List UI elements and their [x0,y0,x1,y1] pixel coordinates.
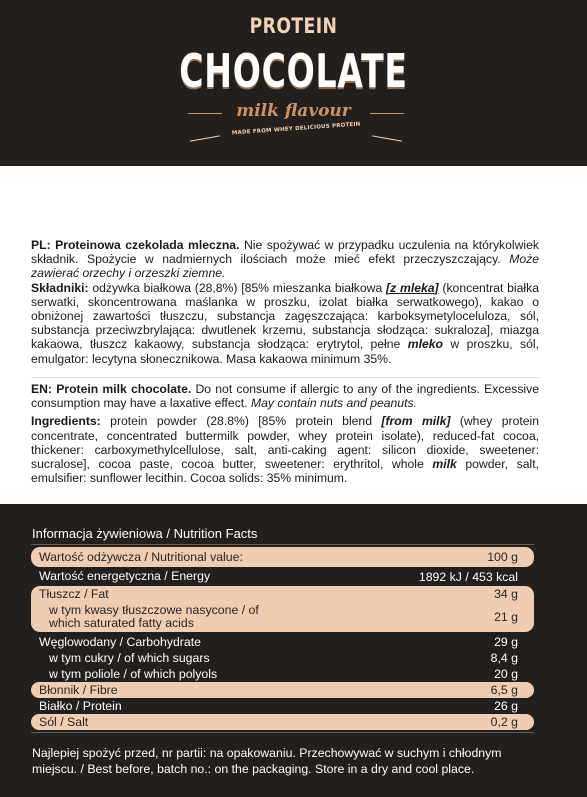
tagline-divider-right [372,135,402,141]
nutrition-row-salt [31,714,534,730]
en-warning: Do not consume if allergic to any of the ingredients. Excessive consumption may have a laxative effect. [31,382,540,411]
nutrition-row-polyols [31,666,534,682]
brand-chocolate-text: CHOCOLATE [179,44,408,98]
pl-milk-allergen-2: mleko [407,337,443,352]
nutrition-row-protein [31,698,534,714]
en-milk-allergen-1: [from milk] [381,414,451,429]
nutrition-value: 21 g [494,610,518,624]
nutrition-value: 100 g [487,550,518,564]
pl-allergen: Może zawierać orzechy i orzeszki ziemne. [31,252,539,281]
nutrition-label: w tym poliole / of which polyols [49,666,218,681]
nutrition-label: Tłuszcz / Fat [39,586,109,601]
en-ingredients-text-2: (whey protein concentrate, concentrated buttermilk powder, whey protein isolate), reduced-fat cocoa, thickener: carboxymethylcellulose, salt, anti-caking agent: silicon dioxide, sweetener: sucralose], cocoa paste, cocoa butter, sweetener: erythritol, whole [31,414,539,472]
flavour-divider-right [370,113,404,114]
nutrition-table [31,547,534,730]
nutrition-row-saturated [31,602,534,632]
pl-ingredients-label: Składniki: [31,280,89,295]
nutrition-label: Węglowodany / Carbohydrate [39,634,201,649]
pl-ingredients-text-3: w proszku, sól, emulgator: lecytyna słonecznikowa. Masa kakaowa minimum 35%. [31,337,539,366]
nutrition-value: 34 g [494,587,518,601]
nutrition-value: 0,2 g [490,715,518,729]
nutrition-row-fat [31,586,534,602]
nutrition-value: 8,4 g [490,651,518,665]
pl-title: PL: Proteinowa czekolada mleczna. [31,238,240,252]
nutrition-value: 6,5 g [490,683,518,697]
pl-ingredients-text-2: (koncentrat białka serwatki, skoncentrowana maślanka w proszku, izolat białka serwatkowego), kakao o obniżonej zawartości tłuszczu, substancja zagęszczająca: karboksymetyloceluloza, sól, substancja przeciwzbrylająca: dwutlenek krzemu, substancja słodząca: sukraloza], miazga kakaowa, tłuszcz kakaowy, substancja słodząca: erytrytol, pełne [31,280,539,352]
pl-ingredients-text: odżywka białkowa (28,8%) [85% mieszanka białkowa [88,280,387,295]
brand-header [0,0,587,166]
en-title: EN: Protein milk chocolate. [31,382,192,396]
brand-tagline: MADE FROM WHEY DELICIOUS PROTEIN [231,121,361,137]
brand-flavour-text: milk flavour [236,101,351,121]
pl-ingredients-block [31,238,539,366]
nutrition-title: Informacja żywieniowa / Nutrition Facts [32,526,258,541]
tagline-divider-left [190,135,220,141]
nutrition-label: w tym kwasy tłuszczowe nasycone / of which saturated fatty acids [49,603,259,630]
nutrition-label: Wartość energetyczna / Energy [39,569,211,583]
storage-note: Najlepiej spożyć przed, nr partii: na opakowaniu. Przechowywać w suchym i chłodnym miejscu. / Best before, batch no.: on the packaging. Store in a dry and cool place. [32,746,502,776]
ingredients-panel [0,166,587,504]
language-divider [31,377,539,378]
pl-ingredients-paragraph [31,281,539,366]
nutrition-value: 1892 kJ / 453 kcal [418,569,518,584]
en-milk-allergen-2: milk [432,457,457,472]
nutrition-top-rule [31,544,534,545]
nutrition-row-sugars [31,650,534,666]
nutrition-label: Wartość odżywcza / Nutritional value: [39,549,243,564]
en-warning-paragraph [31,382,539,410]
nutrition-row-energy [31,567,534,586]
pl-milk-allergen-1: [z mleka] [386,280,439,295]
en-ingredients-text: protein powder (28.8%) [85% protein blend [100,414,382,429]
nutrition-label: Białko / Protein [39,698,122,713]
nutrition-row-header [31,547,534,567]
en-ingredients-label: Ingredients: [31,414,101,429]
brand-protein-text: PROTEIN [249,14,338,38]
nutrition-row-fibre [31,682,534,698]
nutrition-value: 29 g [494,635,518,649]
nutrition-row-carbohydrate [31,634,534,650]
pl-warning-paragraph [31,238,539,281]
en-ingredients-text-3: powder, salt, emulsifier: sunflower lecithin. Cocoa solids: 35% minimum. [31,457,539,486]
en-ingredients-block [31,382,539,485]
nutrition-label: Błonnik / Fibre [39,682,118,697]
pl-warning: Nie spożywać w przypadku uczulenia na którykolwiek składnik. Spożycie w nadmiernych ilościach może mieć efekt przeczyszczający. [31,238,540,267]
nutrition-label: Sól / Salt [39,714,89,729]
en-allergen: May contain nuts and peanuts. [250,396,417,411]
en-ingredients-paragraph [31,414,539,485]
nutrition-value: 26 g [494,699,518,713]
nutrition-value: 20 g [494,667,518,681]
nutrition-bottom-rule [31,732,534,733]
nutrition-label: w tym cukry / of which sugars [49,650,210,665]
